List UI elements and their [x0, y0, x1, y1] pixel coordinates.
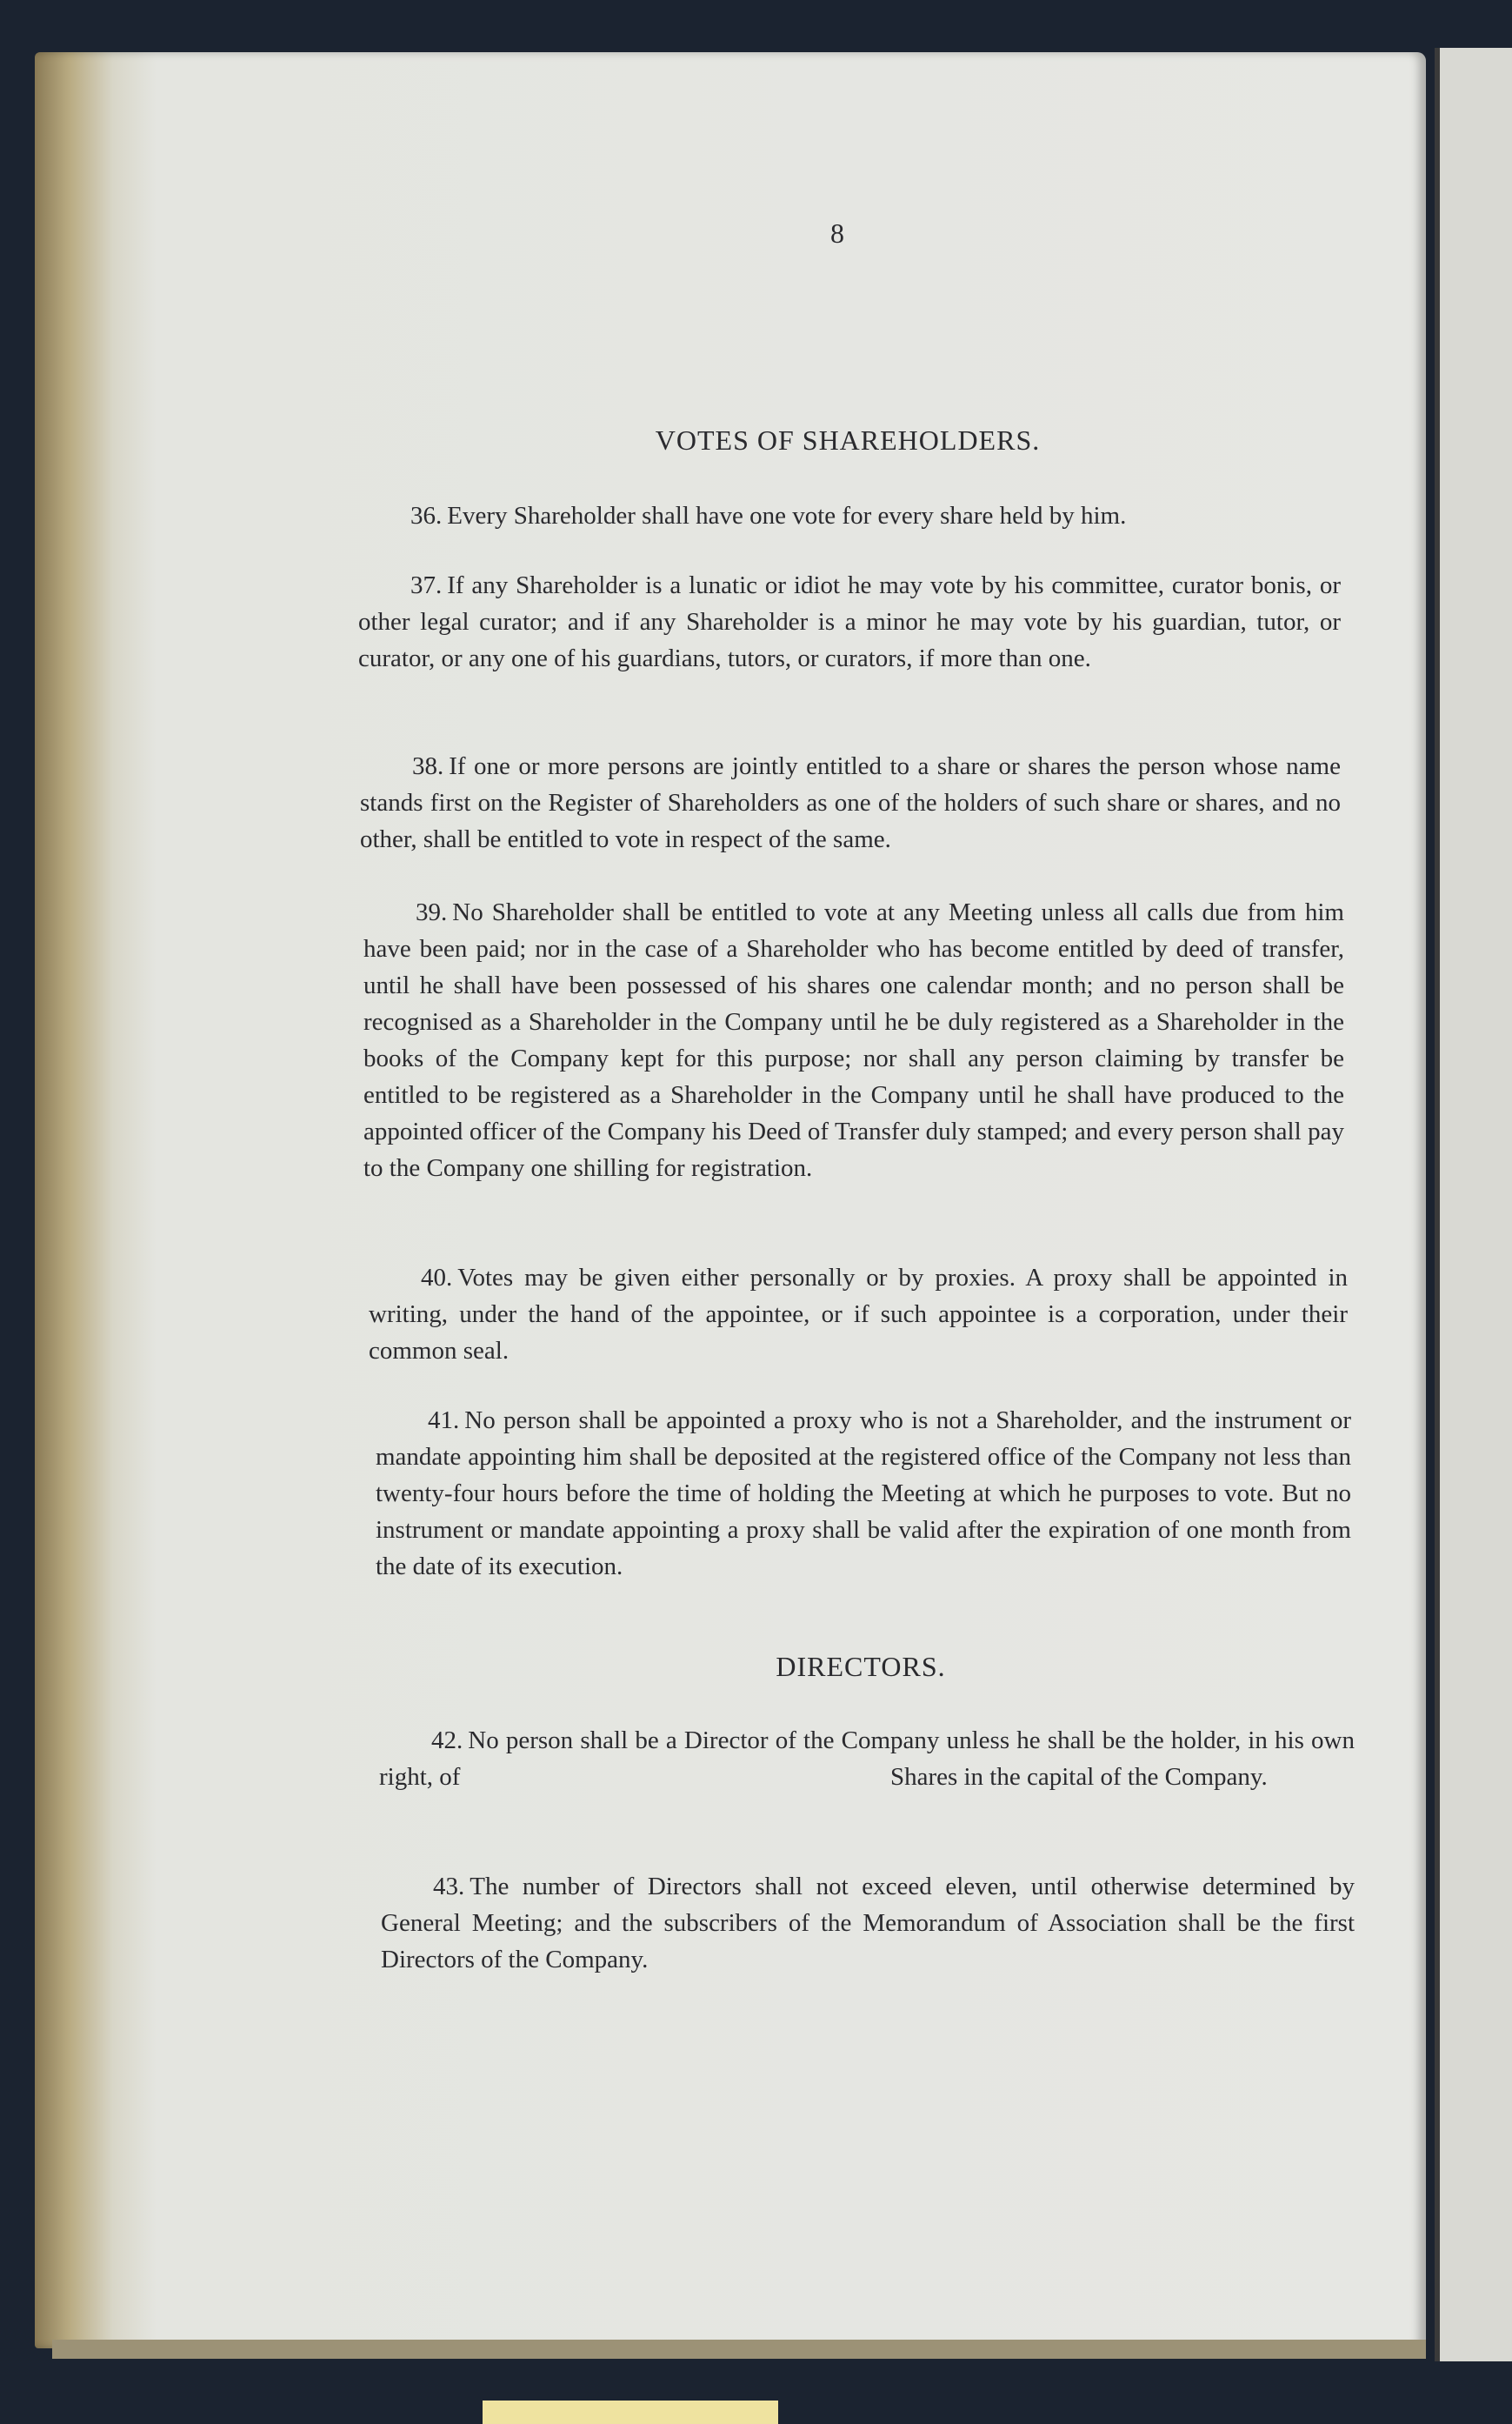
document-page: [35, 52, 1426, 2348]
paragraph-36: [358, 497, 1341, 534]
paragraph-39: [363, 894, 1344, 1186]
clause-number: 39.: [416, 898, 448, 926]
clause-number: 43.: [433, 1873, 465, 1900]
clause-text: If one or more persons are jointly entitled to a share or shares the person whose name stands first on the Register of Shareholders as one of the holders of such share or shares, and no other, shall be entitled to vote in respect of the same.: [360, 752, 1341, 853]
clause-number: 38.: [412, 752, 444, 780]
clause-number: 36.: [410, 502, 443, 530]
paragraph-40: [369, 1259, 1348, 1369]
facing-page-edge: [1435, 48, 1512, 2361]
clause-text: No person shall be appointed a proxy who is not a Shareholder, and the instrument or mandate appointing him shall be deposited at the registered office of the Company not less than twenty-four hours before the time of holding the Meeting at which he purposes to vote. But no instrument or mandate appointing a proxy shall be valid after the expiration of one month from the date of its execution.: [376, 1406, 1351, 1580]
page-number: 8: [830, 217, 844, 249]
clause-text: No Shareholder shall be entitled to vote at any Meeting unless all calls due from him have been paid; nor in the case of a Shareholder who has become entitled by deed of transfer, until he shall have been possessed of his shares one calendar month; and no person shall be recognised as a Shareholder in the Company until he be duly registered as a Shareholder in the books of the Company kept for this purpose; nor shall any person claiming by transfer be entitled to be registered as a Shareholder in the Company until he shall have produced to the appointed officer of the Company his Deed of Transfer duly stamped; and every person shall pay to the Company one shilling for registration.: [363, 898, 1344, 1182]
paragraph-41: [376, 1402, 1351, 1585]
clause-number: 37.: [410, 571, 443, 599]
section-heading-votes: VOTES OF SHAREHOLDERS.: [655, 424, 1041, 456]
clause-text: No person shall be a Director of the Company unless he shall be the holder, in his own right, of: [379, 1726, 1355, 1791]
paragraph-37: [358, 567, 1341, 677]
section-heading-directors: DIRECTORS.: [776, 1651, 946, 1682]
paper-tab: [483, 2401, 778, 2424]
clause-number: 42.: [431, 1726, 463, 1754]
clause-text: If any Shareholder is a lunatic or idiot he may vote by his committee, curator bonis, or other legal curator; and if any Shareholder is a minor he may vote by his guardian, tutor, or curator, or any one of his guardians, tutors, or curators, if more than one.: [358, 571, 1341, 672]
paragraph-42: [379, 1722, 1355, 1795]
clause-text: Votes may be given either personally or by proxies. A proxy shall be appointed in writing, under the hand of the appointee, or if such appointee is a corporation, under their common seal.: [369, 1264, 1348, 1365]
clause-text: The number of Directors shall not exceed eleven, until otherwise determined by General Meeting; and the subscribers of the Memorandum of Association shall be the first Directors of the Company.: [381, 1873, 1355, 1973]
clause-number: 41.: [428, 1406, 460, 1434]
clause-text: Every Shareholder shall have one vote for every share held by him.: [447, 502, 1127, 530]
clause-text-continued: Shares in the capital of the Company.: [889, 1763, 1268, 1791]
clause-number: 40.: [421, 1264, 453, 1292]
paragraph-38: [360, 748, 1341, 858]
paragraph-43: [381, 1868, 1355, 1978]
page-bottom-edge: [52, 2340, 1426, 2359]
